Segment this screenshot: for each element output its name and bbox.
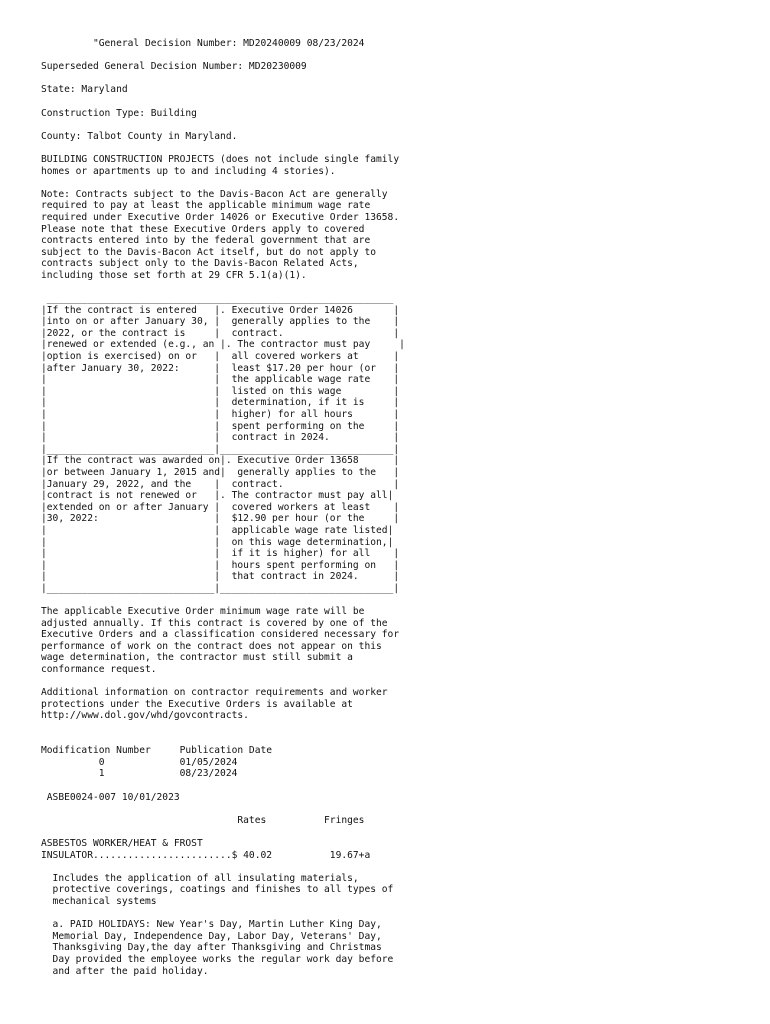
wage-determination-text: "General Decision Number: MD20240009 08/23/2024 Superseded General Decision Number: MD20230009 State: Maryland Construction Type: Building County: Talbot County in Maryland. BUILDING CONSTRUCTION PROJECTS (does not include single family homes or apartments up to and including 4 stories). Note: Contracts subject to the Davis-Bacon Act are generally required to pay at least the applicable minimum wage rate required under Executive Order 14026 or Executive Order 13658. Please note that these Executive Orders apply to covered contracts entered into by the federal government that are subject to the Davis-Bacon Act itself, but do not apply to contracts subject only to the Davis-Bacon Related Acts, including those set forth at 29 CFR 5.1(a)(1). ____________________________________________________________ |If the contract is entered |. Executive Order 14026 | |into on or after January 30, | generally applies to the | |2022, or the contract is | contract. | |renewed or extended (e.g., an |. The contractor must pay | |option is exercised) on or | all covered workers at | |after January 30, 2022: | least $17.20 per hour (or | | | the applicable wage rate | | | listed on this wage | | | determination, if it is | | | higher) for all hours | | | spent performing on the | | | contract in 2024. | |_____________________________|______________________________| |If the contract was awarded on|. Executive Order 13658 | |or between January 1, 2015 and| generally applies to the | |January 29, 2022, and the | contract. | |contract is not renewed or |. The contractor must pay all| |extended on or after January | covered workers at least | |30, 2022: | $12.90 per hour (or the | | | applicable wage rate listed| | | on this wage determination,| | | if it is higher) for all | | | hours spent performing on | | | that contract in 2024. | |_____________________________|______________________________| The applicable Executive Order minimum wage rate will be adjusted annually. If this contract is covered by one of the Executive Orders and a classification considered necessary for performance of work on the contract does not appear on this wage determination, the contractor must still submit a conformance request. Additional information on contractor requirements and worker protections under the Executive Orders is available at http://www.dol.gov/whd/govcontracts. Modification Number Publication Date 0 01/05/2024 1 08/23/2024 ASBE0024-007 10/01/2023 Rates Fringes ASBESTOS WORKER/HEAT & FROST INSULATOR........................$ 40.02 19.67+a Includes the application of all insulating materials, protective coverings, coatings and finishes to all types of mechanical systems a. PAID HOLIDAYS: New Year's Day, Martin Luther King Day, Memorial Day, Independence Day, Labor Day, Veterans' Day, Thanksgiving Day,the day after Thanksgiving and Christmas Day provided the employee works the regular work day before and after the paid holiday. (41, 38, 405, 977)
